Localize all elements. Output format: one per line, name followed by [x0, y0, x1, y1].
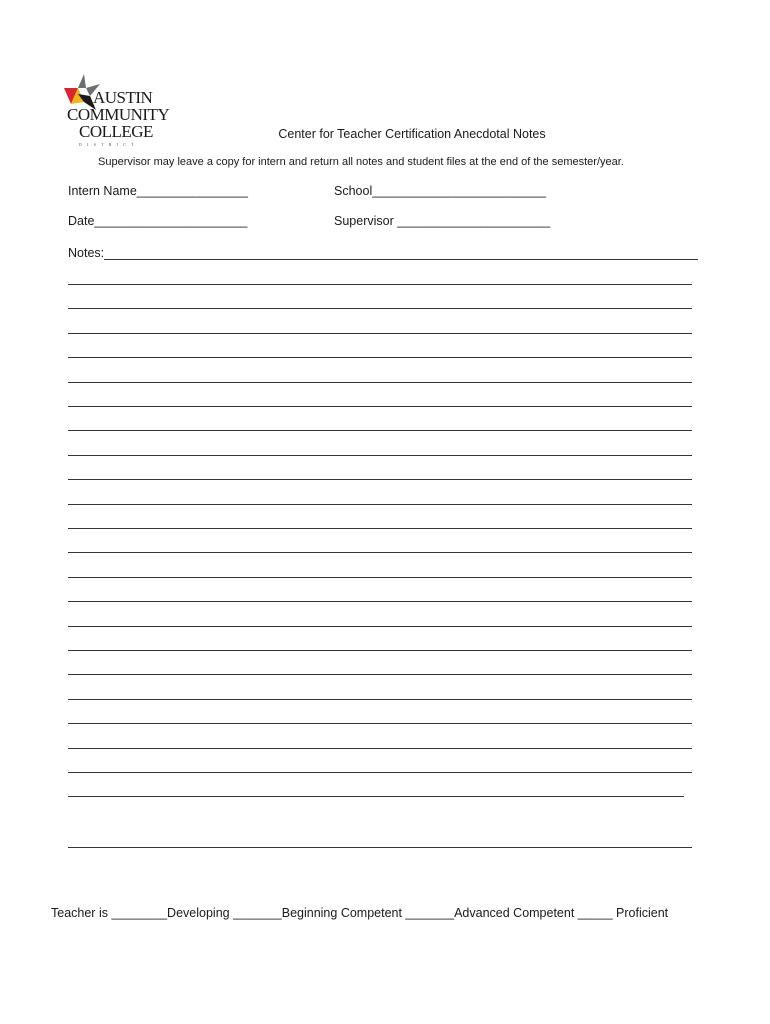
logo-text-district: DISTRICT: [79, 142, 139, 147]
notes-line[interactable]: [68, 723, 692, 724]
intern-name-field[interactable]: Intern Name________________: [68, 184, 249, 198]
notes-line[interactable]: [68, 357, 692, 358]
notes-line[interactable]: [68, 528, 692, 529]
notes-line[interactable]: [68, 455, 692, 456]
notes-line[interactable]: [68, 699, 692, 700]
notes-line[interactable]: [68, 430, 692, 431]
notes-line[interactable]: [68, 504, 692, 505]
notes-line[interactable]: [68, 601, 692, 602]
notes-line[interactable]: [68, 577, 692, 578]
page-title: Center for Teacher Certification Anecdotal Notes: [278, 127, 546, 141]
notes-line[interactable]: [68, 382, 692, 383]
instructions-text: Supervisor may leave a copy for intern and return all notes and student files at the end of the semester/year.: [98, 156, 624, 168]
notes-line[interactable]: [68, 748, 692, 749]
notes-line[interactable]: [68, 479, 692, 480]
notes-line[interactable]: [68, 650, 692, 651]
logo-text-community: COMMUNITY: [67, 105, 170, 124]
notes-line[interactable]: [68, 308, 692, 309]
notes-line[interactable]: [68, 674, 692, 675]
logo-text-austin: AUSTIN: [93, 88, 153, 107]
school-field[interactable]: School_________________________: [334, 184, 547, 198]
supervisor-field[interactable]: Supervisor ______________________: [334, 214, 551, 228]
notes-first-line[interactable]: [104, 259, 698, 260]
notes-label: Notes:: [68, 246, 105, 260]
notes-line[interactable]: [68, 796, 684, 797]
notes-line[interactable]: [68, 772, 692, 773]
logo-text-college: COLLEGE: [79, 122, 153, 141]
notes-line[interactable]: [68, 284, 692, 285]
rating-scale: Teacher is ________Developing _______Beginning Competent _______Advanced Competent _____ Proficient: [51, 906, 669, 920]
notes-line[interactable]: [68, 626, 692, 627]
notes-line[interactable]: [68, 406, 692, 407]
date-field[interactable]: Date______________________: [68, 214, 248, 228]
notes-line[interactable]: [68, 333, 692, 334]
notes-line[interactable]: [68, 847, 692, 848]
notes-line[interactable]: [68, 552, 692, 553]
